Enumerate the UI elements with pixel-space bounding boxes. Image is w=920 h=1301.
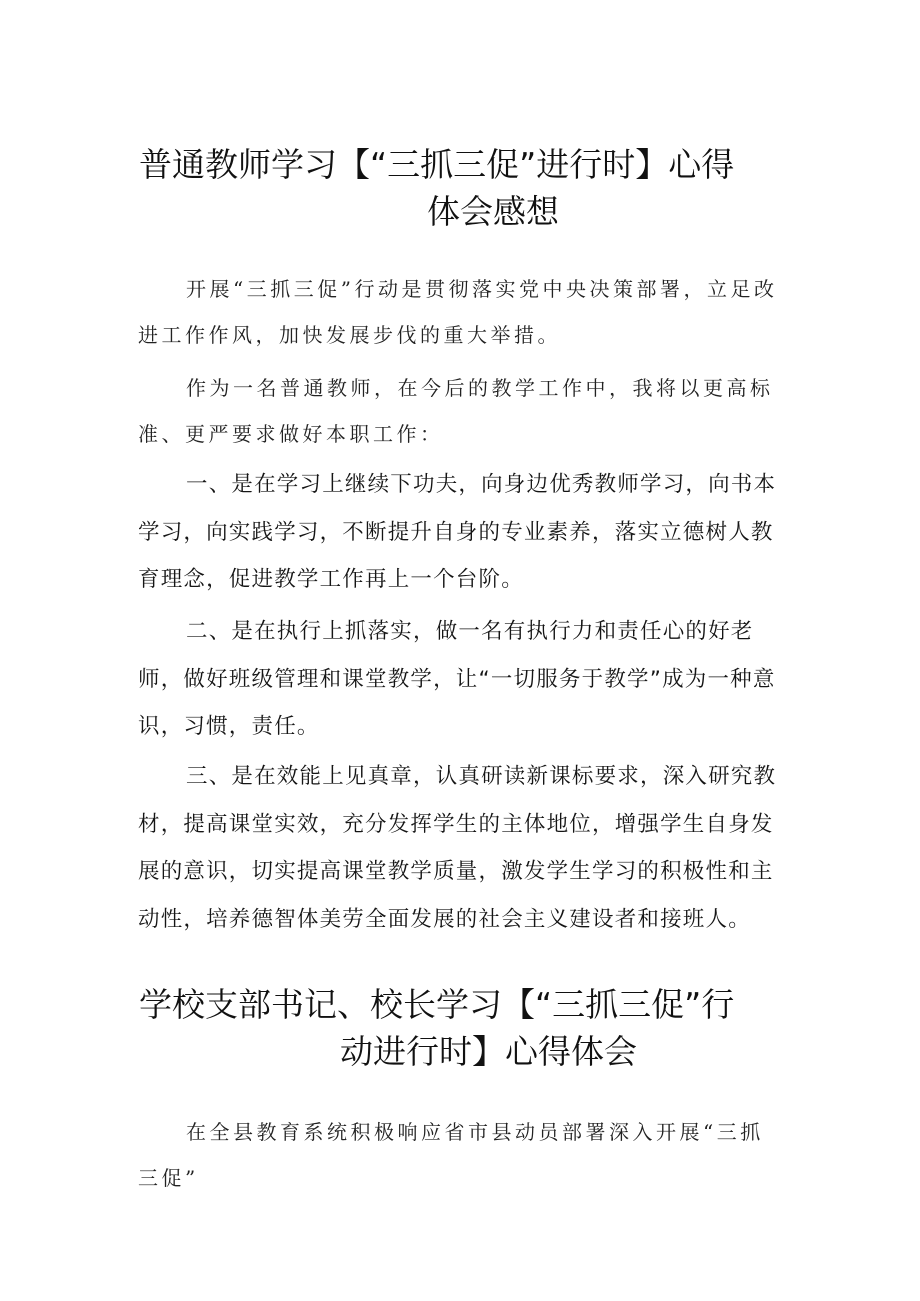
- doc1-paragraph-intro: 开展“三抓三促”行动是贯彻落实党中央决策部署，立足改进工作作风，加快发展步伐的重大举措。: [138, 277, 778, 347]
- doc2-title-line2: 动进行时】心得体会: [340, 1032, 637, 1071]
- doc2-paragraph-intro: 在全县教育系统积极响应省市县动员部署深入开展“三抓三促”: [138, 1120, 764, 1190]
- doc1-title-line1: 普通教师学习【“三抓三促”进行时】心得: [139, 145, 735, 184]
- doc1-title-line2: 体会感想: [427, 192, 559, 231]
- doc2-title-line1: 学校支部书记、校长学习【“三抓三促”行: [139, 985, 735, 1024]
- doc1-paragraph-point-one: 一、是在学习上继续下功夫，向身边优秀教师学习，向书本学习，向实践学习，不断提升自身的专业素养，落实立德树人教育理念，促进教学工作再上一个台阶。: [138, 472, 777, 592]
- doc1-paragraph-commitment: 作为一名普通教师，在今后的教学工作中，我将以更高标准、更严要求做好本职工作：: [138, 376, 774, 446]
- doc1-paragraph-point-two: 二、是在执行上抓落实，做一名有执行力和责任心的好老师，做好班级管理和课堂教学，让“一切服务于教学”成为一种意识，习惯，责任。: [138, 619, 776, 739]
- doc1-paragraph-point-three: 三、是在效能上见真章，认真研读新课标要求，深入研究教材，提高课堂实效，充分发挥学生的主体地位，增强学生自身发展的意识，切实提高课堂教学质量，激发学生学习的积极性和主动性，培养德智体美劳全面发展的社会主义建设者和接班人。: [138, 764, 777, 932]
